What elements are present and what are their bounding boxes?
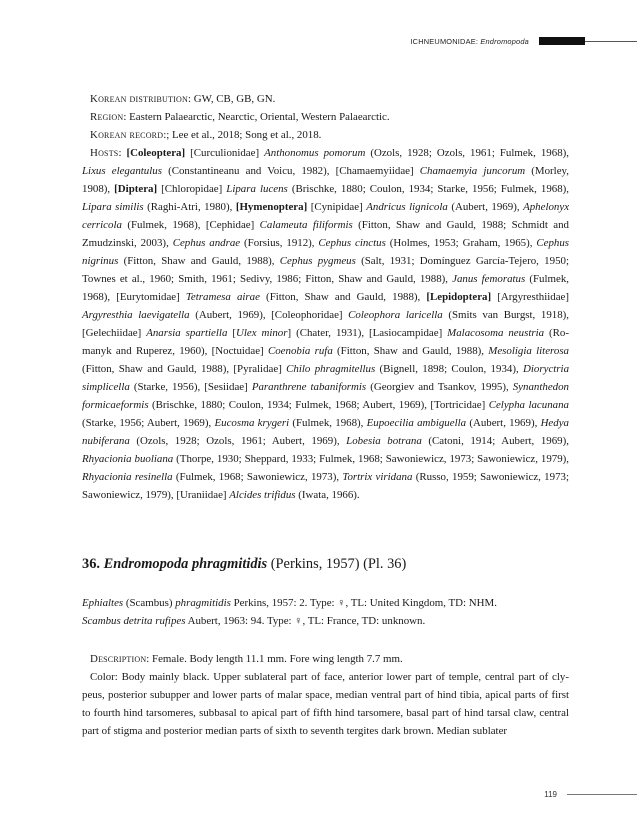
- host-text: (Forsius, 1912),: [240, 237, 319, 249]
- host-text: ] (Chater, 1931), [Lasiocampidae]: [287, 327, 448, 339]
- host-text: (Aubert, 1969),: [447, 201, 524, 213]
- host-order: [Lepidoptera]: [426, 291, 492, 303]
- synonym-entry: [82, 594, 569, 612]
- host-species: Ulex minor: [235, 327, 288, 339]
- host-text: (Fitton, Shaw and Gauld, 1988; Schmidt and Zmudzinski, 2003),: [82, 219, 570, 249]
- synonym-genus: Ephialtes: [82, 597, 124, 609]
- synonyms-block: [82, 594, 569, 630]
- host-text: (Fitton, Shaw and Gauld, 1988), [Pyralidae]: [82, 363, 287, 375]
- host-species: Coenobia rufa: [267, 345, 333, 357]
- host-text: (Morley, 1908),: [82, 165, 569, 195]
- running-head-genus: Endromopoda: [480, 36, 529, 46]
- species-name: Endromopoda phragmitidis: [103, 556, 268, 572]
- host-species: Cephus andrae: [172, 237, 241, 249]
- page-footer: [544, 790, 637, 799]
- synonym-name: Scambus detrita rufipes: [82, 615, 186, 627]
- host-species: Janus femoratus: [452, 273, 526, 285]
- host-text: (Salt, 1931; Domínguez García-Tejero, 1950; Townes et al., 1960; Smith, 1961; Sedivy, 1986; Fitton, Shaw and Gauld, 1988),: [82, 255, 569, 285]
- host-text: (Aubert, 1969),: [466, 417, 541, 429]
- host-species: Chilo phragmitellus: [286, 363, 376, 375]
- host-species: Argyresthia laevigatella: [82, 309, 190, 321]
- description-block: [82, 650, 569, 740]
- running-head-text: [410, 37, 529, 46]
- color-paragraph: Color: Body mainly black. Upper sublateral part of face, anterior lower part of temple, central part of clypeus, posterior subupper and lower parts of malar space, median ventral part of hind tibia, apical parts of first to fourth hind tarsomeres, subbasal to apical part of fifth hind tarsomere, basal part of hind tarsal claw, central part of stigma and posterior median parts of sixth to seventh tergites dark brown. Median sublater: [82, 671, 569, 737]
- host-text: (Fitton, Shaw and Gauld, 1988),: [332, 345, 489, 357]
- hosts-body: [82, 147, 569, 501]
- host-text: (Ozols, 1928; Ozols, 1961; Aubert, 1969),: [129, 435, 347, 447]
- running-head-bar: [539, 37, 585, 45]
- host-text: [Cynipidae]: [307, 201, 367, 213]
- host-species: Anthonomus pomorum: [264, 147, 366, 159]
- host-species: Celypha lacunana: [488, 399, 569, 411]
- page-number: 119: [544, 790, 557, 799]
- host-species: Eupoecilia ambiguella: [366, 417, 467, 429]
- host-text: (Iwata, 1966).: [295, 489, 360, 501]
- host-species: Rhyacionia resinella: [82, 471, 173, 483]
- synonym-subgenus: (Scambus): [125, 597, 173, 609]
- species-number: 36.: [82, 556, 100, 572]
- species-author: (Perkins, 1957) (Pl. 36): [270, 556, 407, 572]
- host-species: Dioryctria simplicella: [82, 363, 570, 393]
- host-species: Lipara similis: [82, 201, 144, 213]
- footer-rule: [567, 794, 637, 795]
- host-text: (Bignell, 1898; Coulon, 1934),: [375, 363, 524, 375]
- host-text: :: [118, 147, 127, 159]
- synonym-species: phragmitidis: [175, 597, 231, 609]
- host-text: (Brischke, 1880; Coulon, 1934; Starke, 1956; Fulmek, 1968),: [287, 183, 569, 195]
- host-text: (Catoni, 1914; Aubert, 1969),: [421, 435, 569, 447]
- region-label: Region: [90, 111, 124, 123]
- host-species: Tetramesa airae: [185, 291, 260, 303]
- host-text: (Fitton, Shaw and Gauld, 1988),: [259, 291, 427, 303]
- host-species: Lixus elegantulus: [82, 165, 162, 177]
- host-text: [Curculionidae]: [185, 147, 265, 159]
- host-text: (Aubert, 1969), [Coleophoridae]: [189, 309, 349, 321]
- running-head-rule: [585, 41, 637, 42]
- host-order: [Coleoptera]: [126, 147, 186, 159]
- korean-record-value: :; Lee et al., 2018; Song et al., 2018.: [163, 129, 322, 141]
- running-head: [410, 36, 637, 46]
- hosts-paragraph: [82, 144, 569, 504]
- host-text: (Thorpe, 1930; Sheppard, 1933; Fulmek, 1968; Sawoniewicz, 1973; Sawoniewicz, 1979),: [173, 453, 570, 465]
- host-species: Calameuta filiformis: [259, 219, 353, 231]
- korean-distribution-value: : GW, CB, GB, GN.: [187, 93, 276, 105]
- host-species: Mesoligia literosa: [488, 345, 570, 357]
- species-records-block: [82, 90, 569, 504]
- korean-record: [82, 126, 569, 144]
- description-value: : Female. Body length 11.1 mm. Fore wing length 7.7 mm.: [146, 653, 403, 665]
- korean-record-label: Korean record: [90, 129, 164, 141]
- host-text: (Brischke, 1880; Coulon, 1934; Fulmek, 1968; Aubert, 1969), [Tortricidae]: [148, 399, 489, 411]
- host-text: (Fulmek, 1968), [Eurytomidae]: [82, 273, 569, 303]
- host-species: Synanthedon formicaeformis: [82, 381, 569, 411]
- synonym-entry: [82, 612, 569, 630]
- host-species: Coleophora laricella: [348, 309, 443, 321]
- species-heading: [82, 554, 569, 574]
- host-species: Paranthrene tabaniformis: [251, 381, 367, 393]
- host-text: (Romanyk and Ruperez, 1960), [Noctuidae]: [82, 327, 569, 357]
- host-text: (Ozols, 1928; Ozols, 1961; Fulmek, 1968),: [365, 147, 569, 159]
- host-text: (Fitton, Shaw and Gauld, 1988),: [118, 255, 280, 267]
- host-text: (Fulmek, 1968), [Cephidae]: [121, 219, 260, 231]
- host-species: Malacosoma neustria: [447, 327, 545, 339]
- synonym-citation: Perkins, 1957: 2. Type: ♀, TL: United Kingdom, TD: NHM.: [230, 597, 497, 609]
- host-species: Cephus pygmeus: [279, 255, 356, 267]
- host-text: (Fulmek, 1968; Sawoniewicz, 1973),: [172, 471, 343, 483]
- host-text: [: [227, 327, 236, 339]
- description: [82, 650, 569, 668]
- host-species: Cephus nigrinus: [82, 237, 570, 267]
- host-text: (Holmes, 1953; Graham, 1965),: [385, 237, 537, 249]
- host-order: [Diptera]: [114, 183, 158, 195]
- host-species: Andricus lignicola: [366, 201, 448, 213]
- synonym-citation: Aubert, 1963: 94. Type: ♀, TL: France, TD: unknown.: [185, 615, 426, 627]
- host-species: Cephus cinctus: [318, 237, 386, 249]
- host-text: (Georgiev and Tsankov, 1995),: [366, 381, 513, 393]
- host-species: Anarsia spartiella: [146, 327, 228, 339]
- host-text: (Raghi-Atri, 1980),: [143, 201, 236, 213]
- host-text: (Fulmek, 1968),: [289, 417, 367, 429]
- host-species: Lobesia botrana: [346, 435, 422, 447]
- host-text: (Smits van Burgst, 1918), [Gelechiidae]: [82, 309, 570, 339]
- host-species: Tortrix viridana: [342, 471, 413, 483]
- region: [82, 108, 569, 126]
- host-species: Alcides trifidus: [229, 489, 296, 501]
- host-text: [Chloropidae]: [157, 183, 227, 195]
- hosts-label: Hosts: [90, 147, 119, 159]
- host-text: (Russo, 1959; Sawoniewicz, 1973; Sawoniewicz, 1979), [Uraniidae]: [82, 471, 569, 501]
- host-species: Chamaemyia juncorum: [419, 165, 526, 177]
- host-species: Rhyacionia buoliana: [82, 453, 174, 465]
- korean-distribution-label: Korean distribution: [90, 93, 188, 105]
- host-species: Lipara lucens: [226, 183, 288, 195]
- host-species: Hedya nubiferana: [82, 417, 569, 447]
- host-text: (Starke, 1956), [Sesiidae]: [129, 381, 252, 393]
- description-label: Description: [90, 653, 147, 665]
- korean-distribution: [82, 90, 569, 108]
- region-value: : Eastern Palaearctic, Nearctic, Oriental, Western Palaearctic.: [123, 111, 390, 123]
- host-text: [Argyresthiidae]: [491, 291, 569, 303]
- host-species: Eucosma krygeri: [214, 417, 290, 429]
- host-text: (Starke, 1956; Aubert, 1969),: [82, 417, 215, 429]
- running-head-family: ICHNEUMONIDAE:: [410, 36, 479, 46]
- host-order: [Hymenoptera]: [235, 201, 308, 213]
- host-text: (Constantineanu and Voicu, 1982), [Chamaemyiidae]: [161, 165, 420, 177]
- host-species: Aphelonyx cerricola: [82, 201, 570, 231]
